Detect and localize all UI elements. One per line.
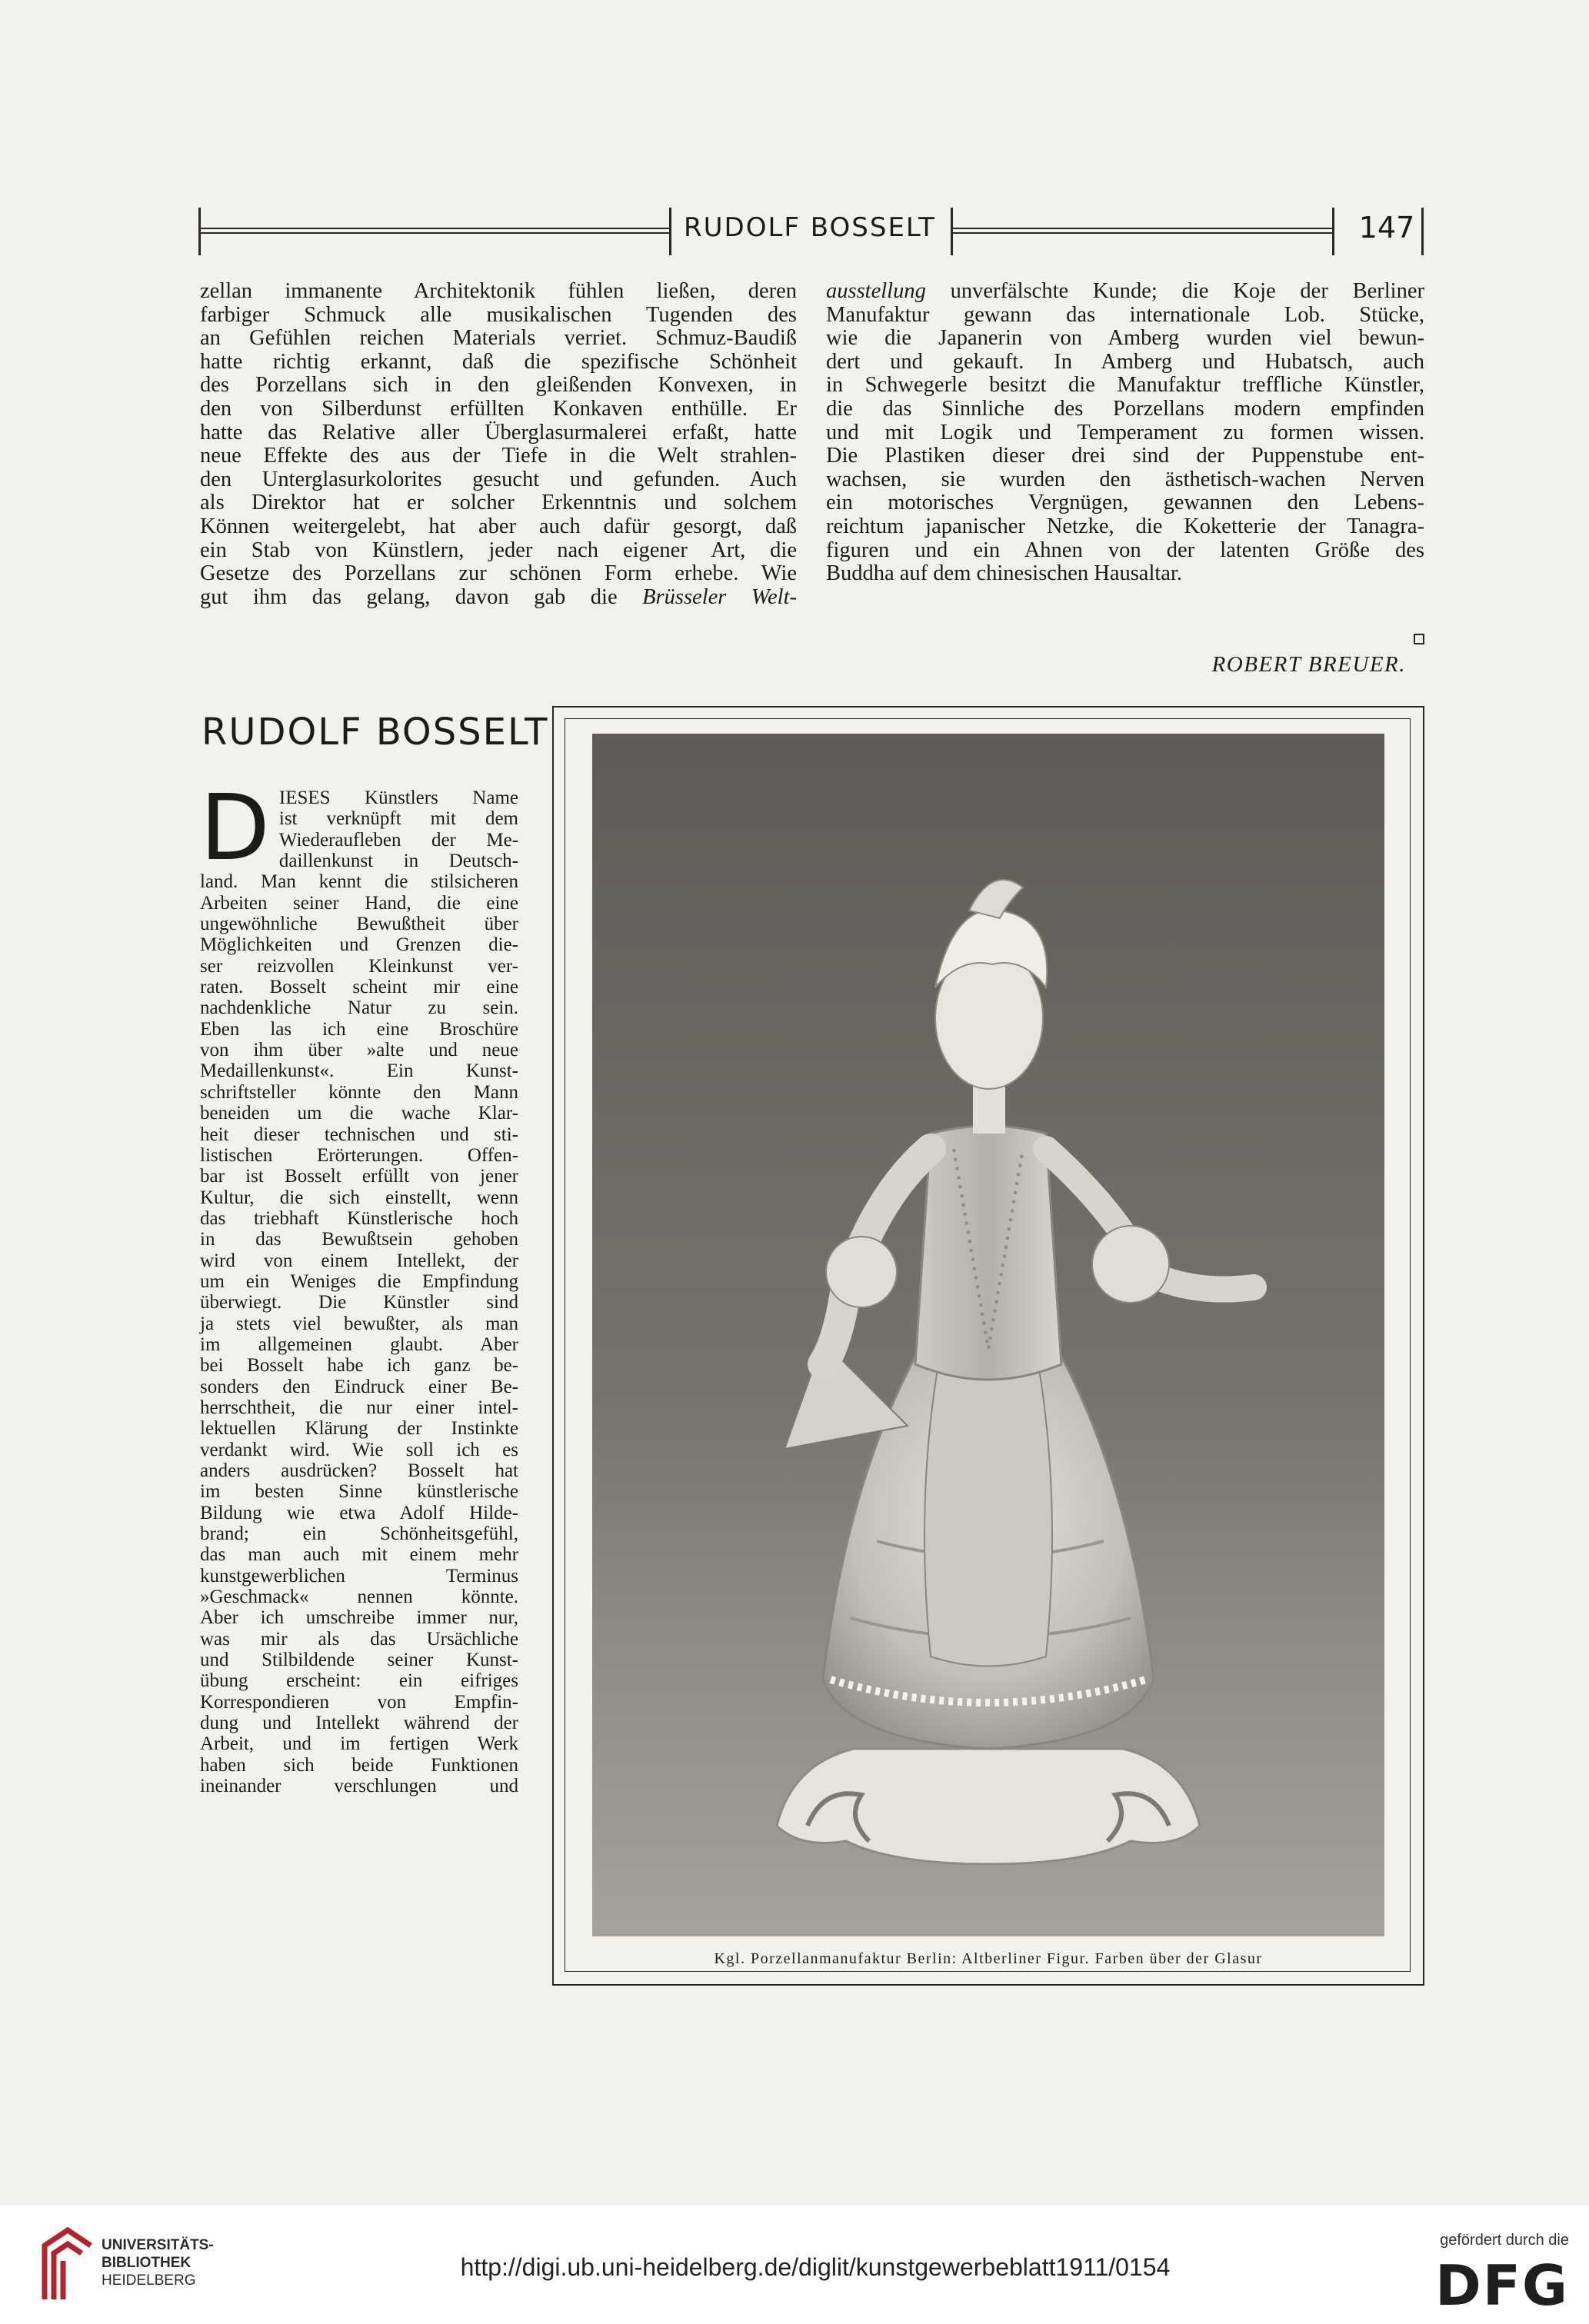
text-line: listischen Erörterungen. Offen- [200,1144,518,1166]
digitization-footer [0,2206,1589,2324]
author-signature: ROBERT BREUER. [1211,652,1406,677]
text-line: Die Plastiken dieser drei sind der Puppenstube ent- [826,444,1424,468]
text-line: das man auch mit einem mehr [200,1544,518,1566]
text-line: was mir als das Ursächliche [200,1628,518,1650]
text-line: Können weitergelebt, hat aber auch dafür gesorgt, daß [200,514,797,538]
text-line: ja stets viel bewußter, als man [200,1313,518,1334]
top-right-lines [826,304,1424,586]
text-line: haben sich beide Funktionen [200,1754,518,1776]
article-lines [200,774,518,1797]
text-line: dung und Intellekt während der [200,1713,518,1734]
text-line: ein Stab von Künstlern, jeder nach eigener Art, die [200,538,797,562]
text-line: in Schwegerle besitzt die Manufaktur treffliche Künstler, [826,373,1424,398]
text-line: Buddha auf dem chinesischen Hausaltar. [826,561,1182,586]
header-rule-tick [1421,208,1424,255]
header-title: RUDOLF BOSSELT [684,212,936,243]
text-line: brand; ein Schönheitsgefühl, [200,1523,518,1545]
header-rule-tick [669,208,671,255]
text-line: hatte richtig erkannt, daß die spezifische Schönheit [200,349,797,374]
text-line: ser reizvollen Kleinkunst ver- [200,955,518,977]
text-line: kunstgewerblichen Terminus [200,1565,518,1587]
text-line-italic: Brüsseler Welt- [642,584,797,609]
library-name [102,2236,214,2289]
text-line: nachdenkliche Natur zu sein. [200,997,518,1019]
text-line: IESES Künstlers Name [278,787,518,808]
text-line: als Direktor hat er solcher Erkenntnis und solchem [200,491,797,515]
text-line: beneiden um die wache Klar- [200,1103,518,1124]
text-line: in das Bewußtsein gehoben [200,1229,518,1250]
porcelain-figure-illustration [592,734,1384,1936]
text-line-plain: gut ihm das gelang, davon gab die [200,584,643,609]
text-line: bar ist Bosselt erfüllt von jener [200,1166,518,1187]
text-line: daillenkunst in Deutsch- [278,851,518,872]
text-line: figuren und ein Ahnen von der latenten Größe des [826,538,1424,562]
text-line: raten. Bosselt scheint mir eine [200,977,518,998]
text-line: und mit Logik und Temperament zu formen wissen. [826,420,1424,444]
article-column [200,774,518,1797]
library-logo-icon [37,2222,98,2307]
text-line: Möglichkeiten und Grenzen die- [200,934,518,956]
section-title: RUDOLF BOSSELT [202,711,549,754]
text-line: reichtum japanischer Netzke, die Koketterie der Tanagra- [826,514,1424,538]
text-line: an Gefühlen reichen Materials verriet. Schmuz-Baudiß [200,326,797,351]
text-line: Gesetze des Porzellans zur schönen Form erhebe. Wie [200,561,797,586]
text-line: anders ausdrücken? Bosselt hat [200,1460,518,1481]
figure-caption: Kgl. Porzellanmanufaktur Berlin: Altberliner Figur. Farben über der Glasur [714,1950,1263,1967]
text-line: zellan immanente Architektonik fühlen ließen, deren [200,279,797,303]
text-line: Aber ich umschreibe immer nur, [200,1607,518,1629]
library-name-line: HEIDELBERG [102,2272,196,2289]
text-line: Arbeiten seiner Hand, die eine [200,892,518,914]
header-rule-left [198,228,669,234]
text-line: Manufaktur gewann das internationale Lob. Stücke, [826,302,1424,327]
top-right-column [826,280,1424,586]
text-line: die das Sinnliche des Porzellans modern empfinden [826,396,1424,421]
text-line: das triebhaft Künstlerische hoch [200,1207,518,1229]
text-line-italic: ausstellung [826,279,926,303]
text-line: ein motorisches Vergnügen, gewannen den Lebens- [826,491,1424,515]
dfg-logo: DFG [1434,2253,1569,2318]
library-name-line: BIBLIOTHEK [102,2255,192,2271]
text-line: hatte das Relative aller Überglasurmalerei erfaßt, hatte [200,420,797,444]
text-line-plain: unverfälschte Kunde; die Koje der Berliner [925,279,1424,303]
text-line: von ihm über »alte und neue [200,1040,518,1061]
figure-apron [924,1364,1052,1666]
text-line: ist verknüpft mit dem [278,808,518,830]
text-line: Korrespondieren von Empfin- [200,1691,518,1713]
text-line: im besten Sinne künstlerische [200,1481,518,1503]
header-rule-tick [1332,208,1334,255]
text-line: lektuellen Klärung der Instinkte [200,1418,518,1440]
text-line [826,280,1424,304]
text-line: land. Man kennt die stilsicheren [200,871,518,893]
top-left-lines [200,280,797,586]
text-line: den Unterglasurkolorites gesucht und gefunden. Auch [200,467,797,491]
text-line: übung erscheint: ein eifriges [200,1670,518,1692]
text-line: Bildung wie etwa Adolf Hilde- [200,1502,518,1523]
sleeve-ruffle [1092,1226,1169,1303]
text-line: dert und gekauft. In Amberg und Hubatsch, auch [826,349,1424,374]
text-line: ungewöhnliche Bewußtheit über [200,914,518,935]
text-line: Kultur, die sich einstellt, wenn [200,1187,518,1208]
top-left-column [200,280,797,609]
text-line: Medaillenkunst«. Ein Kunst- [200,1060,518,1082]
text-line: neue Effekte des aus der Tiefe in die Welt strahlen- [200,444,797,468]
text-line: bei Bosselt habe ich ganz be- [200,1355,518,1377]
source-url[interactable]: http://digi.ub.uni-heidelberg.de/diglit/kunstgewerbeblatt1911/0154 [460,2253,1171,2281]
text-line: Arbeit, und im fertigen Werk [200,1733,518,1755]
text-line: ineinander verschlungen und [200,1776,518,1797]
sleeve-ruffle [826,1237,897,1307]
text-line: den von Silberdunst erfüllten Konkaven enthülle. Er [200,396,797,421]
text-line: wird von einem Intellekt, der [200,1250,518,1271]
header-rule-right [951,228,1332,234]
running-header [198,208,1423,255]
porcelain-figure-photo [592,734,1384,1936]
text-line: heit dieser technischen und sti- [200,1124,518,1145]
end-mark-icon [1414,634,1424,644]
text-line: und Stilbildende seiner Kunst- [200,1650,518,1671]
text-line: herrschtheit, die nur einer intel- [200,1397,518,1418]
page-number: 147 [1358,211,1415,245]
text-line: »Geschmack« nennen könnte. [200,1587,518,1608]
text-line: im allgemeinen glaubt. Aber [200,1333,518,1355]
text-line: des Porzellans sich in den gleißenden Konvexen, in [200,373,797,398]
funded-by-label: gefördert durch die [1440,2232,1569,2249]
text-line: wachsen, sie wurden den ästhetisch-wachen Nerven [826,467,1424,491]
text-line: farbiger Schmuck alle musikalischen Tugenden des [200,302,797,327]
text-line: Eben las ich eine Broschüre [200,1018,518,1040]
text-line: wie die Japanerin von Amberg wurden viel bewun- [826,326,1424,351]
text-line: um ein Weniges die Empfindung [200,1270,518,1292]
drop-cap: D [200,774,270,881]
text-line: verdankt wird. Wie soll ich es [200,1439,518,1460]
library-name-line: UNIVERSITÄTS- [102,2237,214,2253]
text-line: überwiegt. Die Künstler sind [200,1292,518,1313]
text-line [200,586,797,610]
text-line: schriftsteller könnte den Mann [200,1081,518,1103]
text-line: sonders den Eindruck einer Be- [200,1376,518,1397]
text-line: Wiederaufleben der Me- [278,829,518,851]
